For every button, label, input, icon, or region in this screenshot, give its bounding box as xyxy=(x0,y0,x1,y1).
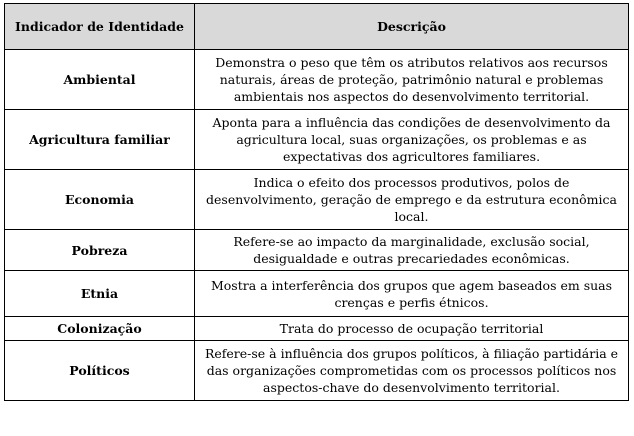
identity-indicators-table xyxy=(4,3,629,401)
indicator-colonizacao: Colonização xyxy=(5,317,195,341)
table-row xyxy=(5,110,629,170)
description-politicos: Refere-se à influência dos grupos políticos, à filiação partidária e das organizações comprometidas com os processos políticos nos aspectos-chave do desenvolvimento territorial. xyxy=(195,341,629,401)
description-ambiental: Demonstra o peso que têm os atributos relativos aos recursos naturais, áreas de proteção, patrimônio natural e problemas ambientais nos aspectos do desenvolvimento territorial. xyxy=(195,50,629,110)
table-row xyxy=(5,271,629,317)
description-economia: Indica o efeito dos processos produtivos, polos de desenvolvimento, geração de emprego e da estrutura econômica local. xyxy=(195,170,629,230)
description-pobreza: Refere-se ao impacto da marginalidade, exclusão social, desigualdade e outras precariedades econômicas. xyxy=(195,230,629,271)
indicator-etnia: Etnia xyxy=(5,271,195,317)
table-row xyxy=(5,317,629,341)
indicator-economia: Economia xyxy=(5,170,195,230)
header-description: Descrição xyxy=(195,4,629,50)
description-colonizacao: Trata do processo de ocupação territorial xyxy=(195,317,629,341)
table-header-row xyxy=(5,4,629,50)
indicator-agricultura-familiar: Agricultura familiar xyxy=(5,110,195,170)
indicator-ambiental: Ambiental xyxy=(5,50,195,110)
indicator-politicos: Políticos xyxy=(5,341,195,401)
table-row xyxy=(5,341,629,401)
table-row xyxy=(5,230,629,271)
description-agricultura-familiar: Aponta para a influência das condições de desenvolvimento da agricultura local, suas organizações, os problemas e as expectativas dos agricultores familiares. xyxy=(195,110,629,170)
header-indicator: Indicador de Identidade xyxy=(5,4,195,50)
indicator-pobreza: Pobreza xyxy=(5,230,195,271)
description-etnia: Mostra a interferência dos grupos que agem baseados em suas crenças e perfis étnicos. xyxy=(195,271,629,317)
table-row xyxy=(5,170,629,230)
table-row xyxy=(5,50,629,110)
